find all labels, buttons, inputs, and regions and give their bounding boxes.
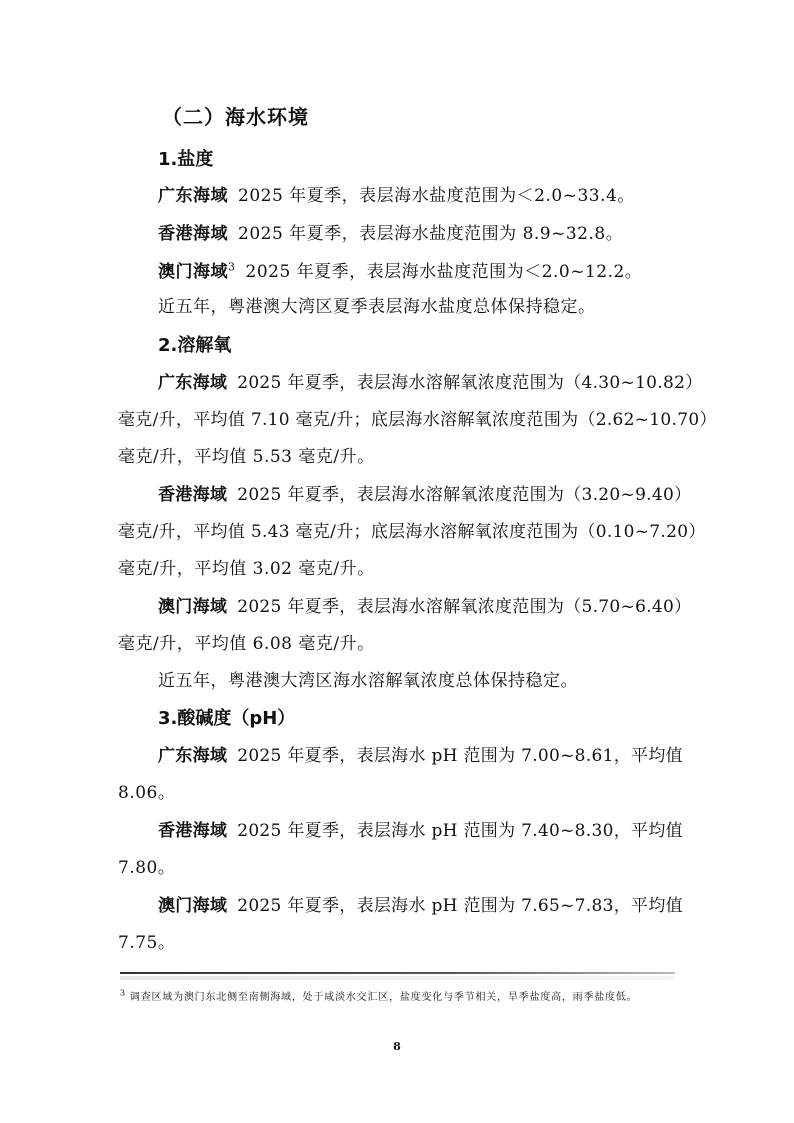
oxygen-hongkong-line3: 毫克/升，平均值 3.02 毫克/升。 <box>118 559 375 579</box>
footnote-text: 调查区域为澳门东北侧至南侧海域，处于咸淡水交汇区，盐度变化与季节相关，旱季盐度高，雨季盐度低。 <box>129 992 638 1003</box>
ph-macau-text1: 2025 年夏季，表层海水 pH 范围为 7.65~7.83，平均值 <box>237 896 683 916</box>
salinity-guangdong <box>158 181 635 206</box>
ph-heading: 3.酸碱度（pH） <box>158 708 296 729</box>
footnote-mark: 3 <box>120 988 126 998</box>
oxygen-hongkong-line1 <box>158 480 692 505</box>
oxygen-hongkong-text1: 2025 年夏季，表层海水溶解氧浓度范围为（3.20~9.40） <box>237 485 692 505</box>
salinity-summary: 近五年，粤港澳大湾区夏季表层海水盐度总体保持稳定。 <box>158 297 596 317</box>
ph-hongkong-line2: 7.80。 <box>118 858 176 878</box>
salinity-macau-text: 2025 年夏季，表层海水盐度范围为＜2.0~12.2。 <box>245 262 643 282</box>
region-label: 香港海域 <box>158 821 228 841</box>
footnote-divider <box>120 972 675 974</box>
region-label: 广东海域 <box>158 186 228 206</box>
salinity-macau <box>158 257 642 282</box>
region-label: 澳门海域 <box>158 262 228 282</box>
region-label: 澳门海域 <box>158 896 228 916</box>
region-label: 澳门海域 <box>158 597 228 617</box>
oxygen-hongkong-line2: 毫克/升，平均值 5.43 毫克/升；底层海水溶解氧浓度范围为（0.10~7.20） <box>118 522 706 542</box>
region-label: 香港海域 <box>158 485 228 505</box>
oxygen-guangdong-line2: 毫克/升，平均值 7.10 毫克/升；底层海水溶解氧浓度范围为（2.62~10.70） <box>118 410 717 430</box>
oxygen-guangdong-text1: 2025 年夏季，表层海水溶解氧浓度范围为（4.30~10.82） <box>237 373 703 393</box>
salinity-heading: 1.盐度 <box>158 149 214 170</box>
oxygen-macau-line1 <box>158 592 692 617</box>
salinity-hongkong-text: 2025 年夏季，表层海水盐度范围为 8.9~32.8。 <box>238 224 624 244</box>
oxygen-macau-text1: 2025 年夏季，表层海水溶解氧浓度范围为（5.70~6.40） <box>237 597 692 617</box>
oxygen-summary: 近五年，粤港澳大湾区海水溶解氧浓度总体保持稳定。 <box>158 671 578 691</box>
ph-hongkong-text1: 2025 年夏季，表层海水 pH 范围为 7.40~8.30，平均值 <box>237 821 683 841</box>
region-label: 广东海域 <box>158 373 228 393</box>
oxygen-guangdong-line1 <box>158 368 703 393</box>
ph-macau-line1 <box>158 891 683 916</box>
footnote-marker: 3 <box>228 260 236 274</box>
salinity-hongkong <box>158 219 623 244</box>
oxygen-macau-line2: 毫克/升，平均值 6.08 毫克/升。 <box>118 634 375 654</box>
footnote <box>120 988 675 1007</box>
ph-hongkong-line1 <box>158 816 683 841</box>
ph-macau-line2: 7.75。 <box>118 933 176 953</box>
page-number: 8 <box>393 1040 401 1053</box>
footnote-divider-shadow <box>120 976 675 980</box>
salinity-guangdong-text: 2025 年夏季，表层海水盐度范围为＜2.0~33.4。 <box>238 186 635 206</box>
oxygen-guangdong-line3: 毫克/升，平均值 5.53 毫克/升。 <box>118 447 375 467</box>
ph-guangdong-line1 <box>158 741 683 766</box>
region-label: 香港海域 <box>158 224 228 244</box>
section-title: （二）海水环境 <box>162 105 309 129</box>
region-label: 广东海域 <box>158 746 228 766</box>
ph-guangdong-line2: 8.06。 <box>118 783 176 803</box>
ph-guangdong-text1: 2025 年夏季，表层海水 pH 范围为 7.00~8.61，平均值 <box>237 746 683 766</box>
oxygen-heading: 2.溶解氧 <box>158 335 232 356</box>
